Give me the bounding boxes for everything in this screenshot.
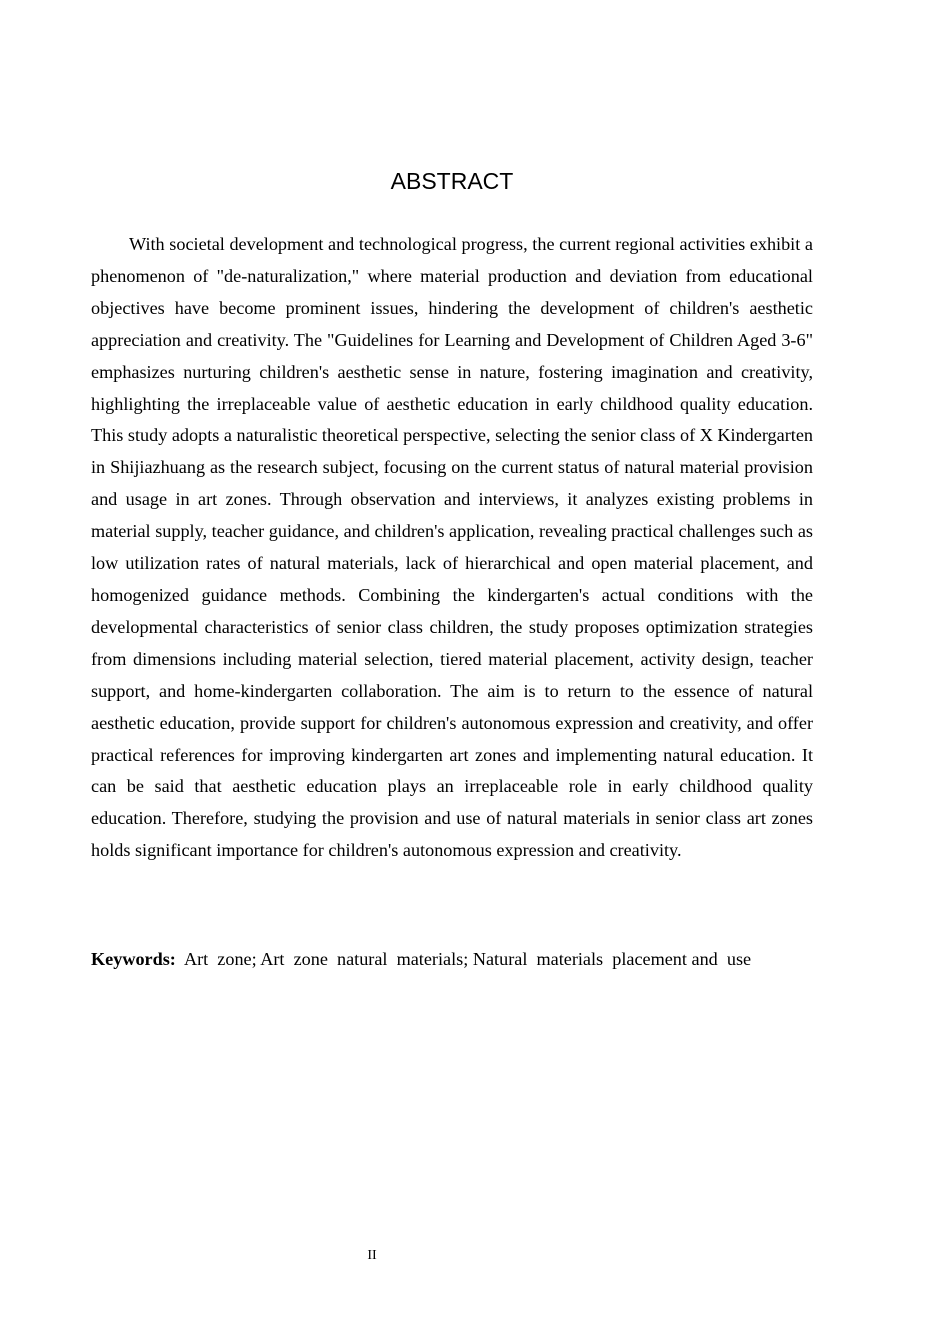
keywords-text: Art zone; Art zone natural materials; Natural materials placement and use bbox=[175, 949, 752, 969]
abstract-title: ABSTRACT bbox=[390, 168, 514, 194]
keywords-label: Keywords: bbox=[91, 949, 176, 969]
abstract-body: With societal development and technological progress, the current regional activities exhibit a phenomenon of "de-naturalization," where material production and deviation from educational objectives have become prominent issues, hindering the development of children's aesthetic appreciation and creativity. The "Guidelines for Learning and Development of Children Aged 3-6" emphasizes nurturing children's aesthetic sense in nature, fostering imagination and creativity, highlighting the irreplaceable value of aesthetic education in early childhood quality education. This study adopts a naturalistic theoretical perspective, selecting the senior class of X Kindergarten in Shijiazhuang as the research subject, focusing on the current status of natural material provision and usage in art zones. Through observation and interviews, it analyzes existing problems in material supply, teacher guidance, and children's application, revealing practical challenges such as low utilization rates of natural materials, lack of hierarchical and open material placement, and homogenized guidance methods. Combining the kindergarten's actual conditions with the developmental characteristics of senior class children, the study proposes optimization strategies from dimensions including material selection, tiered material placement, activity design, teacher support, and home-kindergarten collaboration. The aim is to return to the essence of natural aesthetic education, provide support for children's autonomous expression and creativity, and offer practical references for improving kindergarten art zones and implementing natural education. It can be said that aesthetic education plays an irreplaceable role in early childhood quality education. Therefore, studying the provision and use of natural materials in senior class art zones holds significant importance for children's autonomous expression and creativity. bbox=[91, 234, 813, 861]
page-number: II bbox=[367, 1248, 377, 1263]
keywords-line bbox=[91, 944, 813, 976]
